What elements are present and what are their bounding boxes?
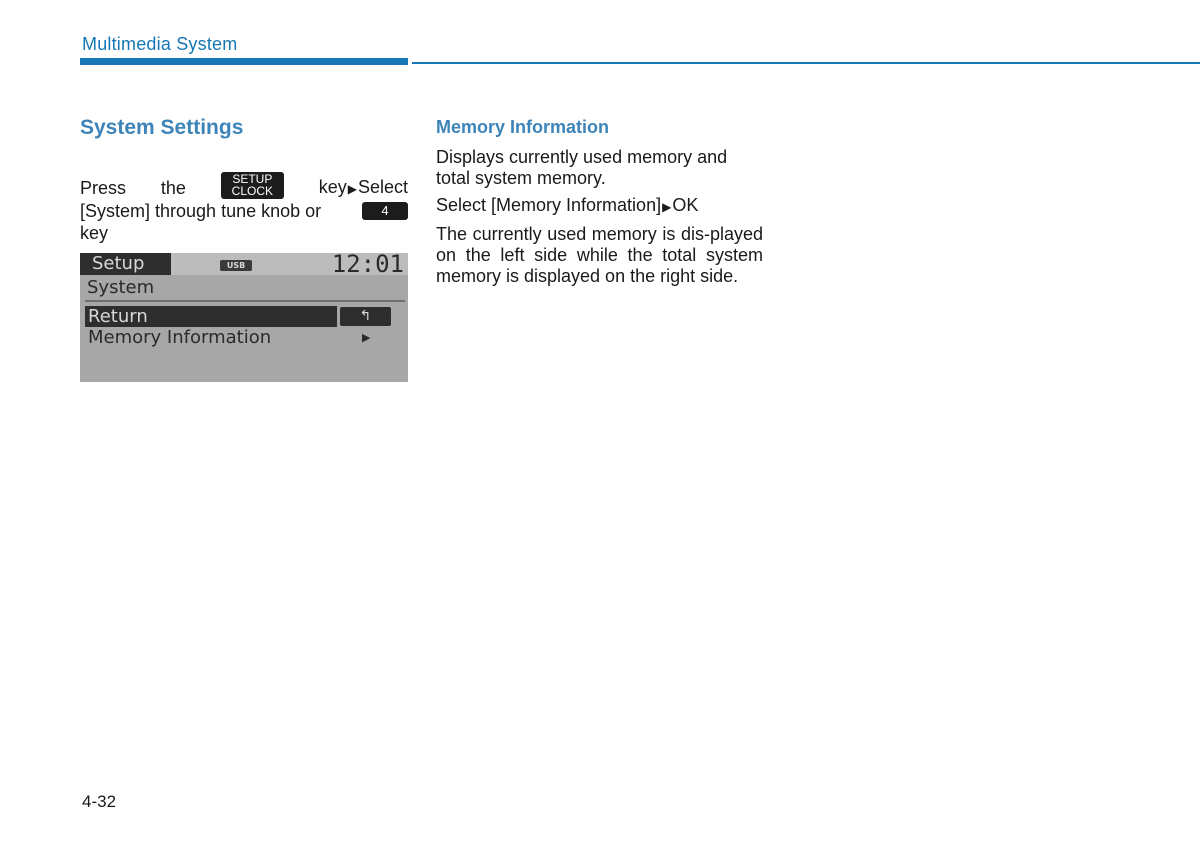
step-text: Select [Memory Information] <box>436 195 662 215</box>
menu-item-memory-information: Memory Information <box>88 327 272 348</box>
arrow-right-icon: ▶ <box>662 200 672 214</box>
menu-item-return: Return <box>85 306 337 327</box>
instruction-line-2 <box>80 200 408 222</box>
page-number: 4-32 <box>82 792 117 811</box>
screen-divider <box>85 300 405 302</box>
word-the: the <box>160 177 186 198</box>
system-tune-text: [System] through tune knob or <box>80 200 322 221</box>
word-press: Press <box>80 177 127 198</box>
memory-info-title: Memory Information <box>436 117 610 137</box>
memory-info-step <box>436 195 763 218</box>
memory-info-body <box>436 147 763 293</box>
step-ok: OK <box>672 195 699 215</box>
header-title: Multimedia System <box>82 34 238 54</box>
setup-clock-key <box>221 172 284 199</box>
back-arrow-icon: ↰ <box>340 307 391 326</box>
display-screen <box>80 253 408 382</box>
screen-setup-tab: Setup <box>80 253 171 275</box>
instruction-line-1 <box>80 171 408 200</box>
screen-heading: System <box>87 277 155 298</box>
word-select: Select <box>357 176 408 197</box>
header-rule-thick <box>80 58 408 65</box>
chevron-right-icon: ▶ <box>362 331 371 344</box>
setup-key-label: SETUP <box>232 171 273 186</box>
clock-key-label: CLOCK <box>231 184 273 198</box>
instruction-paragraph <box>80 171 408 245</box>
screen-clock: 12:01 <box>331 253 404 278</box>
section-title: System Settings <box>80 116 244 139</box>
word-key: key <box>318 176 347 197</box>
key-select-text <box>319 176 408 201</box>
usb-icon: USB <box>220 260 252 271</box>
word-key-final: key <box>80 223 109 243</box>
header-rule-thin <box>412 62 1200 64</box>
memory-info-desc: Displays currently used memory and total system memory. <box>436 147 728 188</box>
memory-info-detail: The currently used memory is dis-played on the left side while the total system memory is displayed on the right side. <box>436 224 763 286</box>
arrow-right-icon: ▶ <box>347 181 357 196</box>
number-4-key: 4 <box>362 202 408 220</box>
